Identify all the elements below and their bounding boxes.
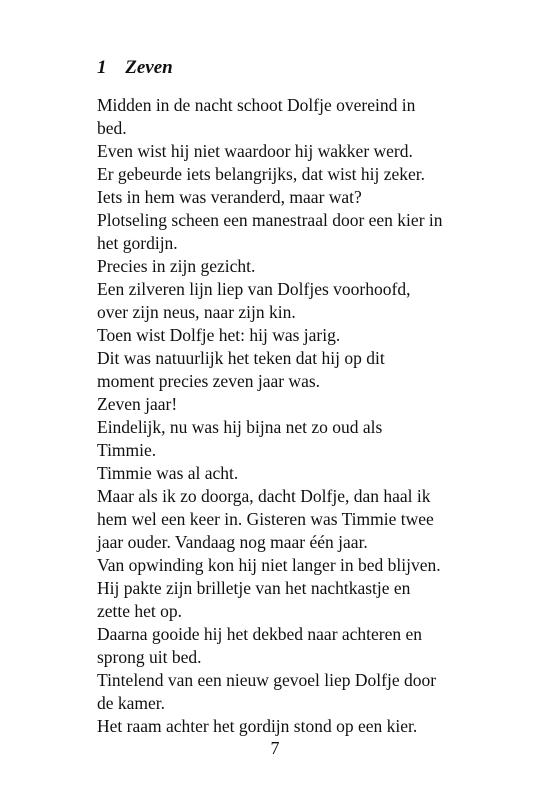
text-line: Tintelend van een nieuw gevoel liep Dolfje door [97, 670, 437, 690]
text-line: Even wist hij niet waardoor hij wakker werd. [97, 141, 413, 161]
text-line: Dit was natuurlijk het teken dat hij op dit [97, 348, 385, 368]
text-line: Precies in zijn gezicht. [97, 256, 256, 276]
text-line: moment precies zeven jaar was. [97, 371, 321, 391]
chapter-title: Zeven [125, 57, 173, 78]
text-line: Toen wist Dolfje het: hij was jarig. [97, 325, 341, 345]
text-line: Midden in de nacht schoot Dolfje overeind in [97, 95, 416, 115]
text-line: Een zilveren lijn liep van Dolfjes voorhoofd, [97, 279, 411, 299]
text-line: sprong uit bed. [97, 647, 202, 667]
chapter-heading [97, 57, 173, 79]
text-line: Daarna gooide hij het dekbed naar achteren en [97, 624, 423, 644]
text-line: de kamer. [97, 693, 166, 713]
text-line: het gordijn. [97, 233, 178, 253]
text-line: Iets in hem was veranderd, maar wat? [97, 187, 362, 207]
text-line: Timmie. [97, 440, 157, 460]
text-line: Van opwinding kon hij niet langer in bed blijven. [97, 555, 441, 575]
body-text [97, 94, 457, 738]
text-line: Maar als ik zo doorga, dacht Dolfje, dan haal ik [97, 486, 431, 506]
text-line: jaar ouder. Vandaag nog maar één jaar. [97, 532, 368, 552]
text-line: Er gebeurde iets belangrijks, dat wist hij zeker. [97, 164, 426, 184]
text-line: Het raam achter het gordijn stond op een kier. [97, 716, 418, 736]
text-line: bed. [97, 118, 127, 138]
text-line: Plotseling scheen een manestraal door een kier in [97, 210, 443, 230]
page-number: 7 [270, 738, 280, 758]
chapter-number: 1 [97, 57, 107, 78]
text-line: over zijn neus, naar zijn kin. [97, 302, 296, 322]
text-line: Timmie was al acht. [97, 463, 239, 483]
text-line: hem wel een keer in. Gisteren was Timmie twee [97, 509, 434, 529]
text-line: zette het op. [97, 601, 183, 621]
text-line: Zeven jaar! [97, 394, 178, 414]
text-line: Eindelijk, nu was hij bijna net zo oud als [97, 417, 383, 437]
text-line: Hij pakte zijn brilletje van het nachtkastje en [97, 578, 411, 598]
